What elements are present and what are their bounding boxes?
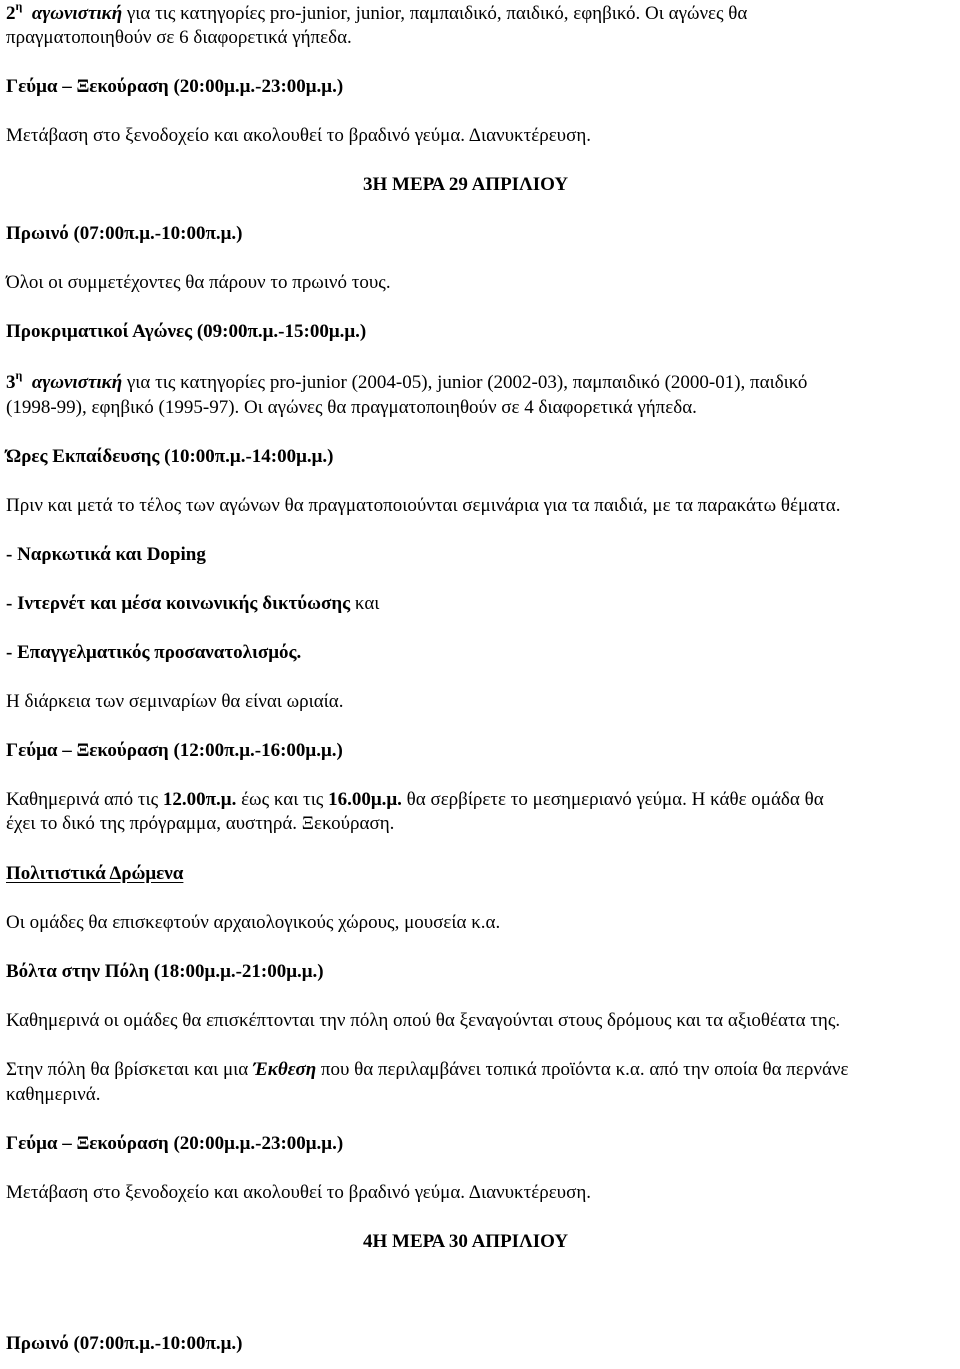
lunch-p2: έχει το δικό της πρόγραμμα, αυστηρά. Ξεκούραση. <box>6 813 395 834</box>
lunch-p1-e: θα σερβίρετε το μεσημεριανό γεύμα. Η κάθε ομάδα θα <box>401 789 824 810</box>
culture-heading-text: Πολιτιστικά Δρώμενα <box>6 863 184 884</box>
walk-heading-text: Βόλτα στην Πόλη (18:00μ.μ.-21:00μ.μ.) <box>6 961 324 982</box>
block1-sup: η <box>15 0 23 13</box>
training-item-2-rest: και <box>350 593 380 614</box>
training-item-3-text: - Επαγγελματικός προσανατολισμός. <box>6 642 302 663</box>
walk-text-2-c: που θα περιλαμβάνει τοπικά προϊόντα κ.α. από την οποία θα περνάνε <box>316 1059 849 1080</box>
walk-text-1: Καθημερινά οι ομάδες θα επισκέπτονται την πόλη οπού θα ξεναγούνται στους δρόμους και τα αξιοθέατα της. <box>6 1010 841 1031</box>
qual3-line2: (1998-99), εφηβικό (1995-97). Οι αγώνες θα πραγματοποιηθούν σε 4 διαφορετικά γήπεδα. <box>6 397 697 418</box>
lunch-p1 <box>6 788 824 812</box>
lunch-p1-a: Καθημερινά από τις <box>6 789 163 810</box>
walk-text-2-b: Έκθεση <box>253 1059 317 1080</box>
lunch-p1-d: 16.00μ.μ. <box>328 789 402 810</box>
dinner2-text: Μετάβαση στο ξενοδοχείο και ακολουθεί το βραδινό γεύμα. Διανυκτέρευση. <box>6 1182 592 1203</box>
training-item-2-bold: - Ιντερνέτ και μέσα κοινωνικής δικτύωσης <box>6 593 351 614</box>
breakfast4-heading <box>6 1332 242 1356</box>
block1-line2: πραγματοποιηθούν σε 6 διαφορετικά γήπεδα. <box>6 27 352 48</box>
qual3-number: 3 <box>6 372 16 393</box>
day3-heading: 3Η ΜΕΡΑ 29 ΑΠΡΙΛΙΟΥ <box>363 174 569 195</box>
training-item-1 <box>6 543 206 567</box>
dinner1-text <box>6 124 591 148</box>
walk-heading <box>6 960 324 984</box>
qual3-title: αγωνιστική <box>31 372 123 393</box>
walk-text-2 <box>6 1058 848 1082</box>
breakfast3-heading-text: Πρωινό (07:00π.μ.-10:00π.μ.) <box>6 223 243 244</box>
training-heading-text: Ώρες Εκπαίδευσης (10:00π.μ.-14:00μ.μ.) <box>6 446 334 467</box>
lunch-p1-b: 12.00π.μ. <box>162 789 237 810</box>
qual3-sup: η <box>15 367 23 382</box>
dinner1-text-b: Διανυκτέρευση. <box>468 125 592 146</box>
block1-line1-text: για τις κατηγορίες pro-junior, junior, παμπαιδικό, παιδικό, εφηβικό. Οι αγώνες θα <box>122 3 748 24</box>
qual3-heading <box>6 320 366 344</box>
block1-number: 2 <box>6 3 16 24</box>
dinner2-heading <box>6 1132 343 1156</box>
training-item-2 <box>6 592 379 616</box>
culture-text: Οι ομάδες θα επισκεφτούν αρχαιολογικούς χώρους, μουσεία κ.α. <box>6 912 501 933</box>
breakfast3-heading <box>6 222 242 246</box>
qual3-line1 <box>6 367 808 395</box>
day4-heading: 4Η ΜΕΡΑ 30 ΑΠΡΙΛΙΟΥ <box>363 1231 569 1252</box>
training-intro: Πριν και μετά το τέλος των αγώνων θα πραγματοποιούνται σεμινάρια για τα παιδιά, με τα παρακάτω θέματα. <box>6 495 841 516</box>
training-item-1-text: - Ναρκωτικά και Doping <box>6 544 206 565</box>
breakfast3-text: Όλοι οι συμμετέχοντες θα πάρουν το πρωινό τους. <box>6 272 391 293</box>
dinner1-heading-text: Γεύμα – Ξεκούραση (20:00μ.μ.-23:00μ.μ.) <box>6 76 344 97</box>
block1-line1 <box>6 2 747 26</box>
block1-title: αγωνιστική <box>31 3 123 24</box>
qual3-line1-text: για τις κατηγορίες pro-junior (2004-05), junior (2002-03), παμπαιδικό (2000-01), παιδικό <box>122 372 808 393</box>
lunch-heading <box>6 739 343 763</box>
breakfast4-heading-text: Πρωινό (07:00π.μ.-10:00π.μ.) <box>6 1333 243 1354</box>
walk-text-2-a: Στην πόλη θα βρίσκεται και μια <box>6 1059 253 1080</box>
dinner1-heading <box>6 75 343 99</box>
dinner1-text-a: Μετάβαση στο ξενοδοχείο και ακολουθεί το βραδινό γεύμα. <box>6 125 469 146</box>
culture-heading <box>6 862 183 886</box>
lunch-p1-c: έως και τις <box>236 789 329 810</box>
training-item-3 <box>6 641 301 665</box>
dinner2-heading-text: Γεύμα – Ξεκούραση (20:00μ.μ.-23:00μ.μ.) <box>6 1133 344 1154</box>
walk-text-3: καθημερινά. <box>6 1084 101 1105</box>
training-heading <box>6 445 333 469</box>
training-duration: Η διάρκεια των σεμιναρίων θα είναι ωριαία. <box>6 691 344 712</box>
qual3-heading-text: Προκριματικοί Αγώνες (09:00π.μ.-15:00μ.μ.) <box>6 321 367 342</box>
lunch-heading-text: Γεύμα – Ξεκούραση (12:00π.μ.-16:00μ.μ.) <box>6 740 343 761</box>
